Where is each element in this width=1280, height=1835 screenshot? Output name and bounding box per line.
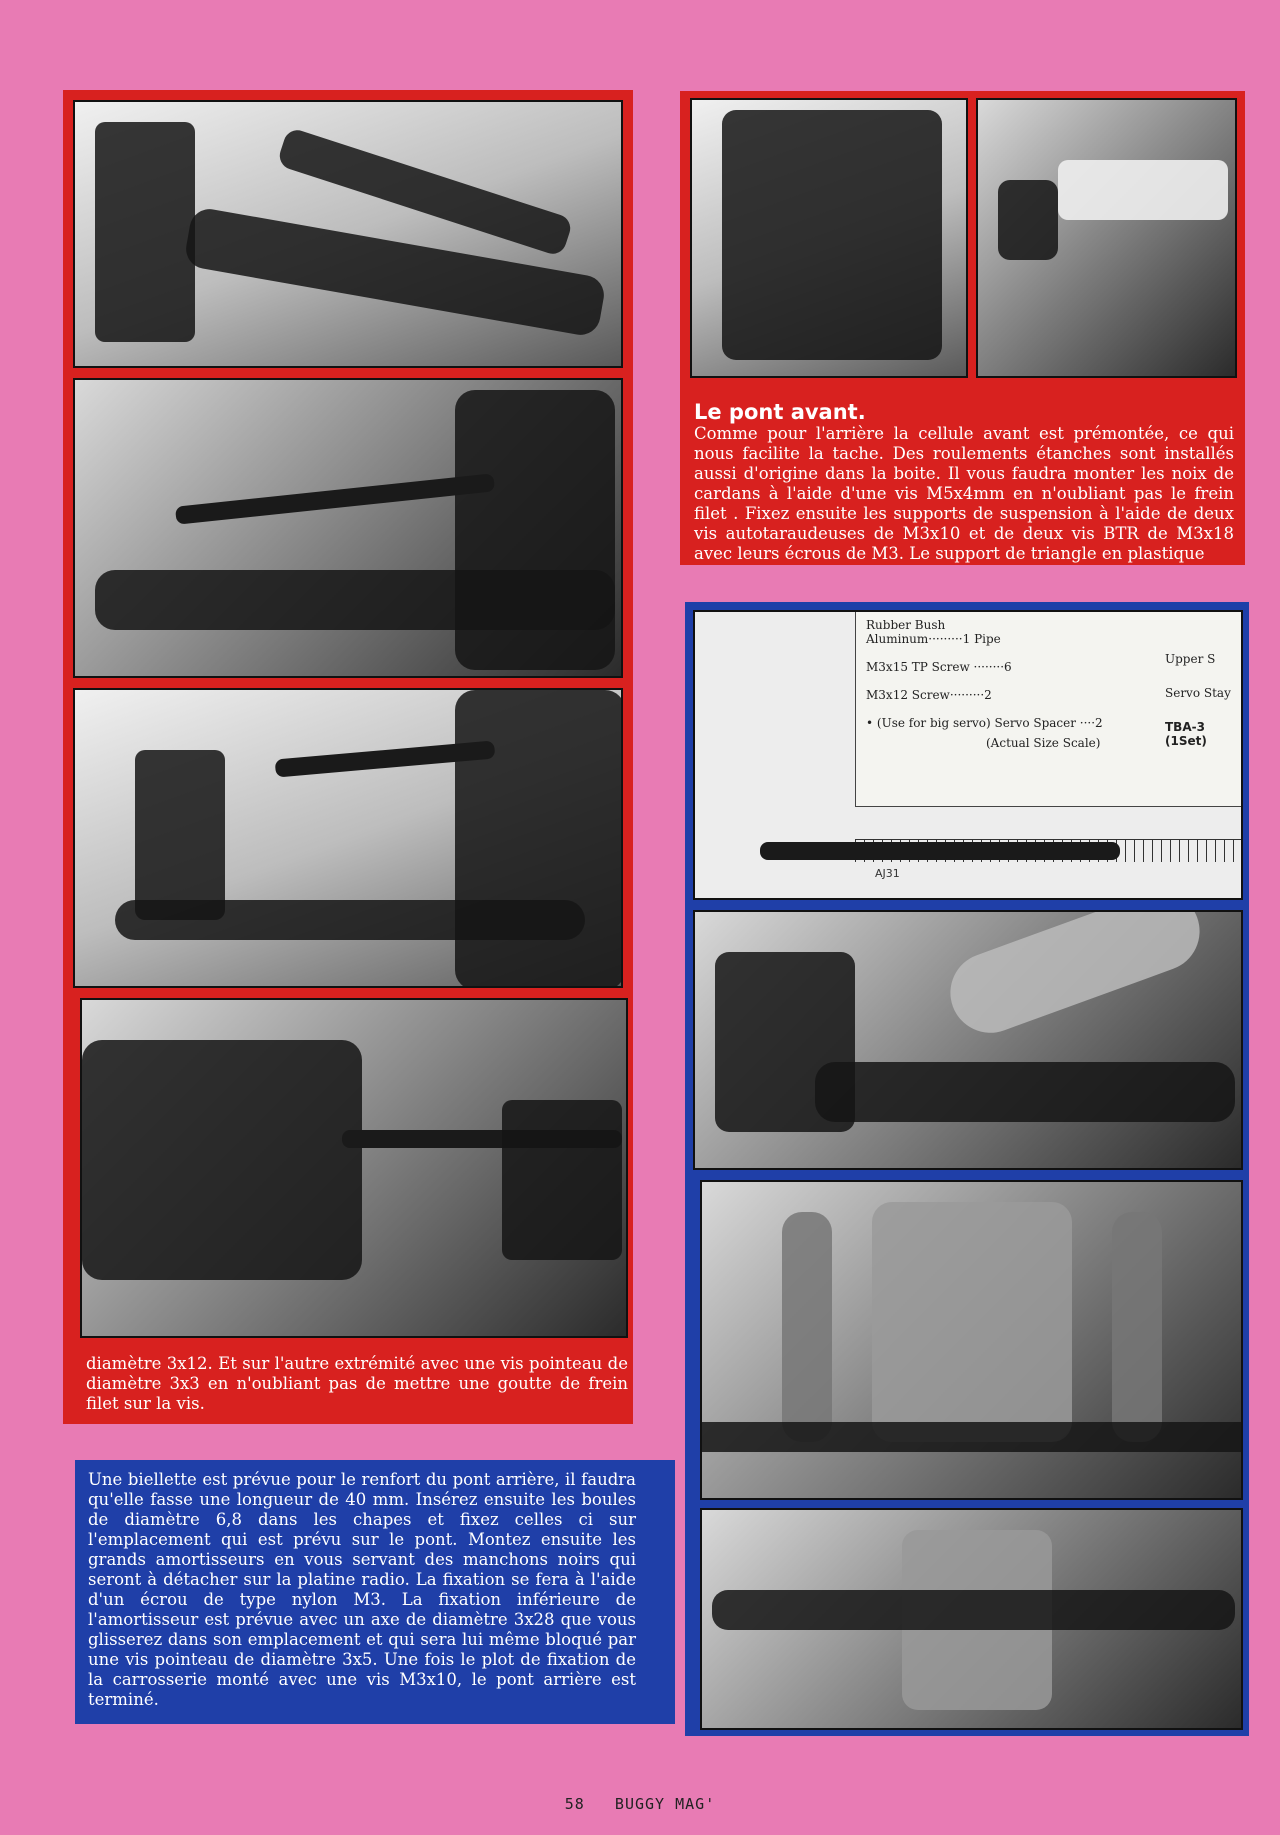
magazine-name: BUGGY MAG' <box>614 1795 716 1813</box>
photo-turnbuckle <box>80 998 628 1338</box>
parts-sheet: Rubber Bush Aluminum·········1 Pipe M3x15 TP Screw ········6 M3x12 Screw·········2 • (Use for big servo) Servo Spacer ····2 (Actual Size Scale) Upper S Servo Stay TBA-3 (1Set) <box>855 612 1241 807</box>
photo-rear-arm <box>73 100 623 368</box>
photo-parts-sheet: Rubber Bush Aluminum·········1 Pipe M3x15 TP Screw ········6 M3x12 Screw·········2 • (Use for big servo) Servo Spacer ····2 (Actual Size Scale) Upper S Servo Stay TBA-3 (1Set) AJ31 <box>693 610 1243 900</box>
page-number: 58 <box>564 1795 585 1813</box>
photo-arm-assembly-1 <box>73 378 623 678</box>
photo-rear-shocks-front <box>700 1180 1243 1500</box>
front-axle-paragraph: Comme pour l'arrière la cellule avant est prémontée, ce qui nous facilite la tache. Des roulements étanches sont installés aussi d'origine dans la boite. Il vous faudra monter les noix de cardans à l'aide d'une vis M5x4mm en n'oubliant pas le frein filet . Fixez ensuite les supports de suspension à l'aide de deux vis autotaraudeuses de M3x10 et de deux vis BTR de M3x18 avec leurs écrous de M3. Le support de triangle en plastique <box>694 424 1234 563</box>
photo-rear-axle-complete <box>700 1508 1243 1730</box>
front-axle-text <box>694 400 1234 564</box>
photo-front-bulkhead <box>690 98 968 378</box>
page-footer <box>0 1795 1280 1813</box>
front-axle-heading: Le pont avant. <box>694 400 866 424</box>
turnbuckle-rod <box>760 842 1120 860</box>
photo-rear-shock-side <box>693 910 1243 1170</box>
photo-arm-assembly-2 <box>73 688 623 988</box>
left-caption-text: diamètre 3x12. Et sur l'autre extrémité avec une vis pointeau de diamètre 3x3 en n'oubliant pas de mettre une goutte de frein filet sur la vis. <box>86 1354 628 1413</box>
rear-axle-paragraph: Une biellette est prévue pour le renfort du pont arrière, il faudra qu'elle fasse une longueur de 40 mm. Insérez ensuite les boules de diamètre 6,8 dans les chapes et fixez celles ci sur l'emplacement qui est prévu sur le pont. Montez ensuite les grands amortisseurs en vous servant des manchons noirs qui seront à détacher sur la platine radio. La fixation se fera à l'aide d'un écrou de type nylon M3. La fixation inférieure de l'amortisseur est prévue avec un axe de diamètre 3x28 que vous glisserez dans son emplacement et qui sera lui même bloqué par une vis pointeau de diamètre 3x5. Une fois le plot de fixation de la carrosserie monté avec une vis M3x10, le pont arrière est terminé. <box>88 1470 636 1709</box>
photo-threadlock <box>976 98 1237 378</box>
